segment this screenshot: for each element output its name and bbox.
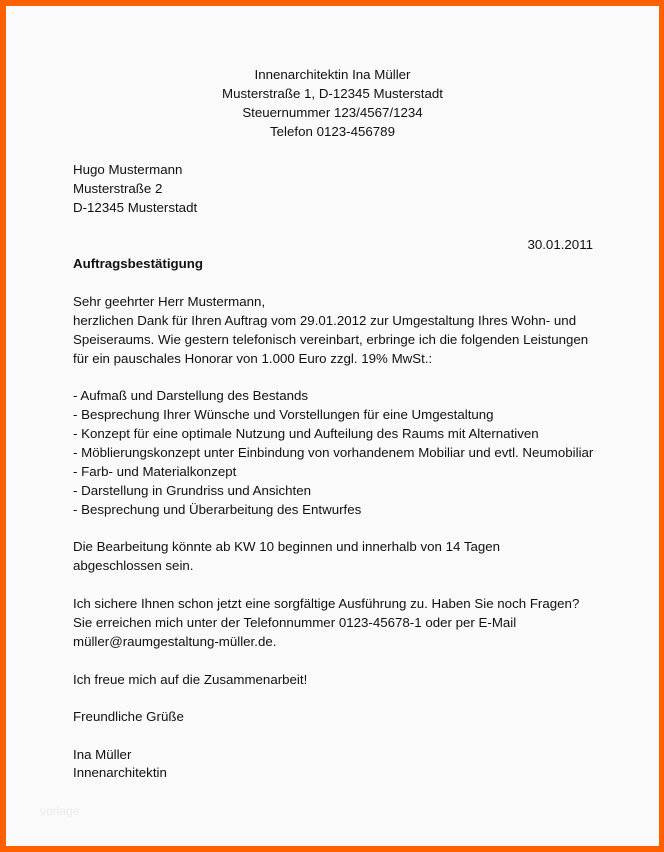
sender-name: Innenarchitektin Ina Müller bbox=[254, 67, 411, 82]
sender-phone: Telefon 0123-456789 bbox=[270, 124, 395, 139]
contact-line: Sie erreichen mich unter der Telefonnummer 0123-45678-1 oder per E-Mail bbox=[73, 615, 517, 630]
service-item: - Farb- und Materialkonzept bbox=[73, 464, 237, 479]
watermark: vorlage bbox=[40, 804, 80, 818]
sender-tax-number: Steuernummer 123/4567/1234 bbox=[242, 105, 423, 120]
service-item: - Darstellung in Grundriss und Ansichten bbox=[73, 483, 311, 498]
contact-email: müller@raumgestaltung-müller.de. bbox=[73, 634, 277, 649]
schedule-line: abgeschlossen sein. bbox=[73, 558, 194, 573]
service-item: - Aufmaß und Darstellung des Bestands bbox=[73, 388, 309, 403]
letter-page bbox=[6, 6, 659, 846]
greeting: Freundliche Grüße bbox=[73, 709, 184, 724]
recipient-street: Musterstraße 2 bbox=[73, 181, 163, 196]
service-item: - Besprechung und Überarbeitung des Entwurfes bbox=[73, 502, 362, 517]
schedule-line: Die Bearbeitung könnte ab KW 10 beginnen und innerhalb von 14 Tagen bbox=[73, 539, 501, 554]
service-item: - Konzept für eine optimale Nutzung und Aufteilung des Raums mit Alternativen bbox=[73, 426, 539, 441]
contact-line: Ich sichere Ihnen schon jetzt eine sorgfältige Ausführung zu. Haben Sie noch Fragen? bbox=[73, 596, 580, 611]
intro-line: für ein pauschales Honorar von 1.000 Euro zzgl. 19% MwSt.: bbox=[73, 351, 433, 366]
recipient-name: Hugo Mustermann bbox=[73, 162, 183, 177]
subject-line: Auftragsbestätigung bbox=[73, 256, 204, 271]
service-item: - Besprechung Ihrer Wünsche und Vorstellungen für eine Umgestaltung bbox=[73, 407, 494, 422]
intro-line: herzlichen Dank für Ihren Auftrag vom 29.01.2012 zur Umgestaltung Ihres Wohn- und bbox=[73, 313, 577, 328]
service-item: - Möblierungskonzept unter Einbindung von vorhandenem Mobiliar und evtl. Neumobiliar bbox=[73, 445, 594, 460]
sender-address: Musterstraße 1, D-12345 Musterstadt bbox=[222, 86, 443, 101]
closing-line: Ich freue mich auf die Zusammenarbeit! bbox=[73, 672, 308, 687]
signature-title: Innenarchitektin bbox=[73, 765, 167, 780]
intro-line: Speiseraums. Wie gestern telefonisch vereinbart, erbringe ich die folgenden Leistungen bbox=[73, 332, 589, 347]
recipient-city: D-12345 Musterstadt bbox=[73, 200, 198, 215]
signature-name: Ina Müller bbox=[73, 747, 132, 762]
salutation: Sehr geehrter Herr Mustermann, bbox=[73, 294, 266, 309]
letter-date: 30.01.2011 bbox=[527, 237, 593, 252]
